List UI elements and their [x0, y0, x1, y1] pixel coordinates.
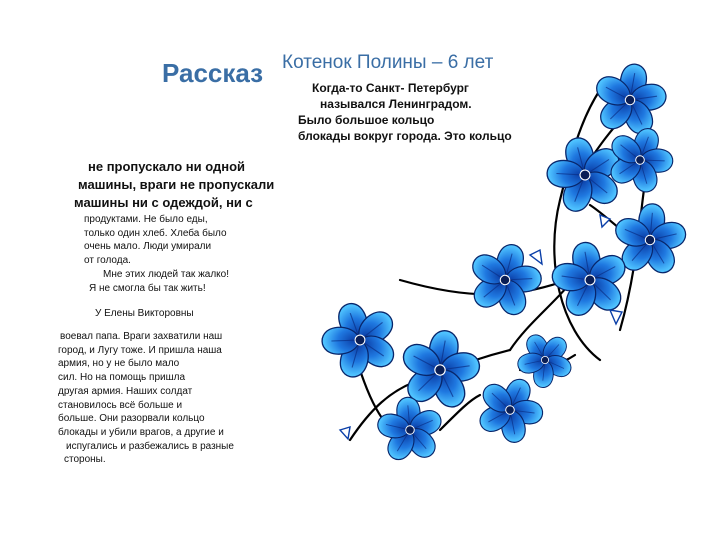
- text-line: город, и Лугу тоже. И пришла наша: [58, 344, 222, 356]
- paragraph-3: [84, 213, 229, 295]
- story-title: Рассказ: [162, 58, 264, 88]
- text-line: очень мало. Люди умирали: [84, 241, 212, 253]
- text-line: становилось всё больше и: [58, 399, 183, 411]
- text-line: не пропускало ни одной: [88, 159, 246, 174]
- text-line: испугались и разбежались в разные: [66, 440, 234, 452]
- text-line: сил. Но на помощь пришла: [58, 372, 186, 384]
- text-line: назывался Ленинградом.: [320, 97, 472, 111]
- text-line: только один хлеб. Хлеба было: [84, 227, 227, 239]
- story-subtitle: Котенок Полины – 6 лет: [282, 52, 494, 73]
- paragraph-5: [60, 330, 234, 467]
- text-line: от голода.: [84, 255, 131, 267]
- text-line: Когда-то Санкт- Петербург: [312, 81, 469, 95]
- text-line: армия, но у не было мало: [58, 358, 180, 370]
- forget-me-not-illustration: [300, 40, 720, 540]
- text-line: Мне этих людей так жалко!: [103, 268, 229, 280]
- paragraph-2: [74, 158, 275, 212]
- text-line: продуктами. Не было еды,: [84, 214, 208, 225]
- text-line: машины, враги не пропускали: [78, 177, 275, 192]
- paragraph-4: [95, 307, 194, 321]
- text-line: воевал папа. Враги захватили наш: [60, 331, 223, 342]
- text-line: машины ни с одеждой, ни с: [74, 195, 253, 210]
- text-line: другая армия. Наших солдат: [58, 385, 193, 397]
- text-line: Я не смогла бы так жить!: [89, 282, 206, 294]
- text-line: Было большое кольцо: [298, 113, 435, 127]
- text-line: У Елены Викторовны: [95, 308, 194, 319]
- flower-cluster: [309, 58, 691, 467]
- text-line: блокады вокруг города. Это кольцо: [298, 129, 512, 143]
- text-line: блокады и убили врагов, а другие и: [58, 426, 224, 438]
- text-line: больше. Они разорвали кольцо: [58, 413, 205, 425]
- text-line: стороны.: [64, 454, 106, 466]
